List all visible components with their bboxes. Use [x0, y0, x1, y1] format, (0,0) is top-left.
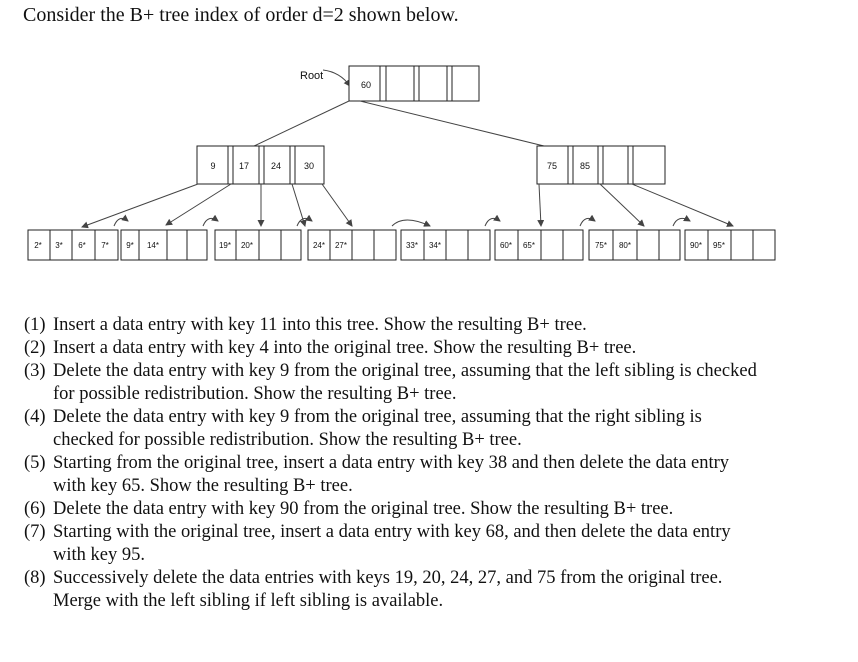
root-to-left-pointer — [254, 101, 349, 146]
question-text: Insert a data entry with key 4 into the original tree. Show the resulting B+ tree. — [53, 338, 637, 358]
leaf-pointer-arrow — [82, 184, 198, 227]
leaf-entry: 2* — [34, 241, 42, 250]
question-text: Delete the data entry with key 9 from the original tree, assuming that the right sibling is checked for possible redistribution. Show the resulting B+ tree. — [53, 407, 702, 450]
leaf-entry: 95* — [712, 241, 726, 250]
leaf-entry: 24* — [312, 241, 326, 250]
leaf-pointer-arrow — [539, 184, 541, 226]
leaf-entry: 75* — [594, 241, 608, 250]
question-item — [24, 567, 764, 613]
inner-key: 24 — [270, 161, 282, 171]
left-inner-node — [197, 146, 324, 184]
question-list — [24, 314, 764, 613]
right-inner-node — [537, 146, 665, 184]
leaf-node — [685, 230, 775, 260]
inner-key: 9 — [210, 161, 216, 171]
leaf-node — [215, 230, 301, 260]
leaf-entry: 14* — [146, 241, 160, 250]
question-item — [24, 406, 764, 452]
leaf-entry: 65* — [522, 241, 536, 250]
sibling-link-arrow — [673, 218, 690, 226]
leaf-node — [121, 230, 207, 260]
question-text: Successively delete the data entries with keys 19, 20, 24, 27, and 75 from the original tree. Merge with the left sibling if left sibling is available. — [53, 568, 723, 611]
question-item — [24, 498, 764, 521]
sibling-link-arrow — [485, 218, 500, 226]
leaf-entry: 20* — [240, 241, 254, 250]
root-key: 60 — [360, 80, 372, 90]
leaf-entry: 90* — [689, 241, 703, 250]
leaf-pointer-arrow — [292, 184, 305, 226]
inner-key: 75 — [546, 161, 558, 171]
question-text: Delete the data entry with key 9 from the original tree, assuming that the left sibling is checked for possible redistribution. Show the resulting B+ tree. — [53, 361, 757, 404]
question-text: Delete the data entry with key 90 from the original tree. Show the resulting B+ tree. — [53, 499, 674, 519]
question-text: Insert a data entry with key 11 into this tree. Show the resulting B+ tree. — [53, 315, 587, 335]
question-number: (1) — [24, 315, 46, 335]
leaf-entry: 19* — [218, 241, 232, 250]
root-pointer-arrow — [323, 70, 350, 86]
leaf-node — [495, 230, 583, 260]
leaf-pointer-arrow — [166, 184, 231, 225]
leaf-node — [308, 230, 396, 260]
inner-key: 85 — [579, 161, 591, 171]
question-item — [24, 521, 764, 567]
leaf-pointer-arrow — [322, 184, 352, 226]
leaf-entry: 80* — [618, 241, 632, 250]
leaf-pointer-arrow — [600, 184, 644, 226]
leaf-entry: 34* — [428, 241, 442, 250]
question-item — [24, 360, 764, 406]
question-number: (2) — [24, 338, 46, 358]
sibling-link-arrow — [580, 218, 595, 226]
inner-key: 30 — [303, 161, 315, 171]
problem-heading: Consider the B+ tree index of order d=2 shown below. — [23, 4, 459, 26]
question-number: (3) — [24, 361, 46, 381]
root-label: Root — [300, 70, 324, 82]
sibling-link-arrow — [114, 218, 128, 226]
leaf-entry: 27* — [334, 241, 348, 250]
question-number: (6) — [24, 499, 46, 519]
question-text: Starting with the original tree, insert a data entry with key 68, and then delete the data entry with key 95. — [53, 522, 731, 565]
leaf-node — [28, 230, 118, 260]
sibling-link-arrow — [392, 220, 430, 226]
root-to-right-pointer — [360, 101, 544, 146]
bplus-tree-diagram — [0, 0, 858, 300]
leaf-entry: 9* — [126, 241, 134, 250]
root-node — [349, 66, 479, 101]
leaf-entry: 33* — [405, 241, 419, 250]
leaf-entry: 6* — [78, 241, 86, 250]
question-number: (7) — [24, 522, 46, 542]
question-number: (8) — [24, 568, 46, 588]
question-number: (5) — [24, 453, 46, 473]
leaf-entry: 7* — [101, 241, 109, 250]
leaf-node — [589, 230, 680, 260]
leaf-pointer-arrow — [632, 184, 733, 226]
question-item — [24, 337, 764, 360]
question-text: Starting from the original tree, insert a data entry with key 38 and then delete the data entry with key 65. Show the resulting B+ tree. — [53, 453, 730, 496]
inner-key: 17 — [238, 161, 250, 171]
question-item — [24, 452, 764, 498]
leaf-entry: 3* — [55, 241, 63, 250]
leaf-node — [401, 230, 490, 260]
question-number: (4) — [24, 407, 46, 427]
question-item — [24, 314, 764, 337]
leaf-entry: 60* — [499, 241, 513, 250]
sibling-link-arrow — [203, 218, 218, 226]
